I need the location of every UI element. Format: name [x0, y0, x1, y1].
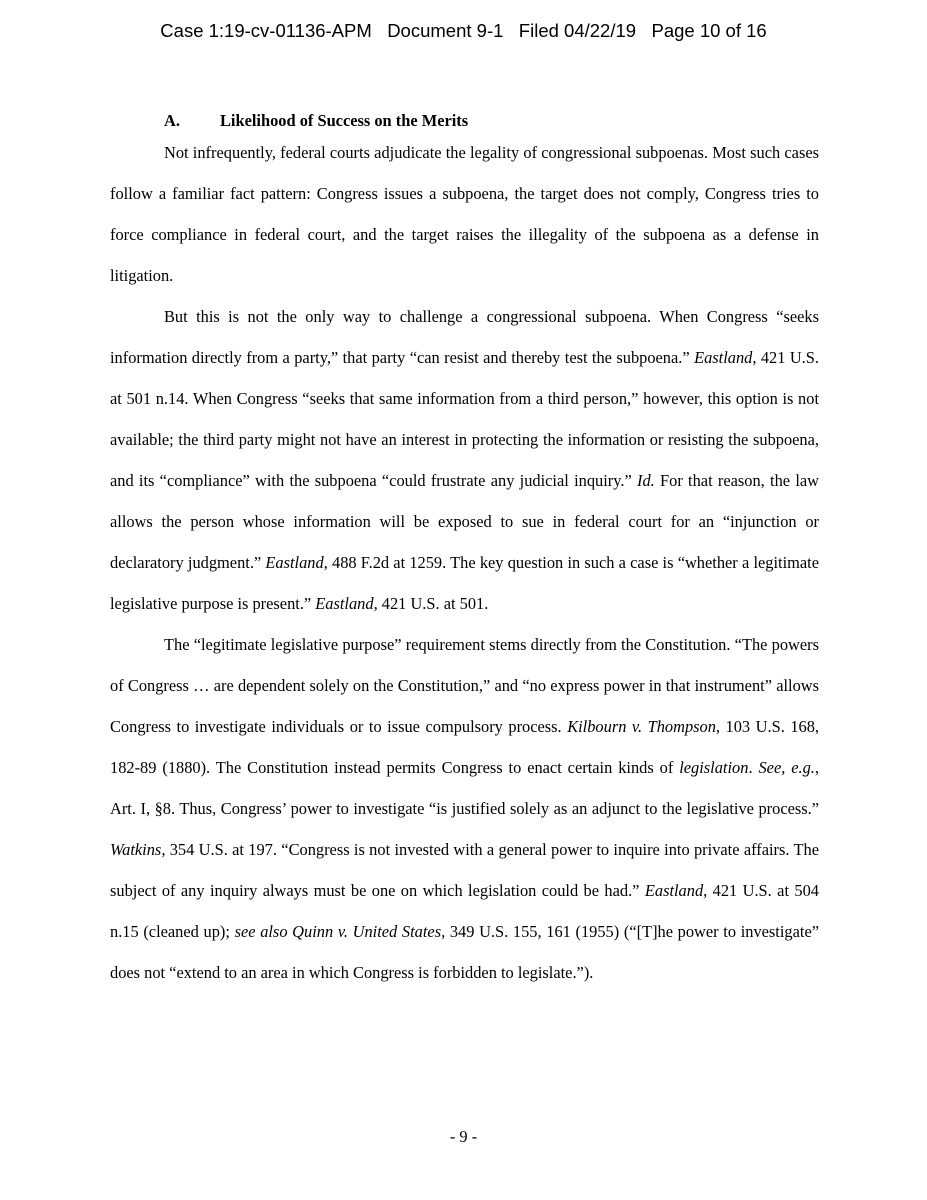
paragraph-3-text: , 349 U.S. 155, 161 (1955) (“[T]he power to investigate” does not “extend to an area in which Congress is forbidden to legislate.”).: [110, 922, 819, 982]
section-number: A.: [164, 111, 180, 130]
citation: see also Quinn v. United States: [234, 922, 442, 941]
paragraph-3-text: , 103 U.S. 168, 182-89 (1880). The Constitution instead permits Congress to enact certain kinds of: [110, 717, 820, 777]
page-number: - 9 -: [449, 1127, 478, 1146]
case-header: Case 1:19-cv-01136-APM Document 9-1 Filed 04/22/19 Page 10 of 16: [160, 20, 767, 41]
section-heading: [164, 108, 819, 134]
citation: Id.: [637, 471, 655, 490]
citation: Kilbourn v. Thompson: [567, 717, 716, 736]
paragraph-2-text: , 421 U.S. at 501 n.14. When Congress “seeks that same information from a third person,” however, this option is not available; the third party might not have an interest in protecting the information or resisting the subpoena, and its “compliance” with the subpoena “could frustrate any judicial inquiry.”: [110, 348, 819, 490]
paragraph-2-text: But this is not the only way to challenge a congressional subpoena. When Congress “seeks information directly from a party,” that party “can resist and thereby test the subpoena.”: [110, 307, 819, 367]
paragraph-3-text: .: [748, 758, 759, 777]
citation: Eastland: [265, 553, 324, 572]
citation: Eastland: [315, 594, 374, 613]
paragraph-3: [110, 624, 819, 993]
paragraph-2: [110, 296, 819, 624]
citation: Eastland: [644, 881, 704, 900]
citation: Eastland: [694, 348, 753, 367]
paragraph-2-text: , 421 U.S. at 501.: [373, 594, 489, 613]
paragraph-1-text: Not infrequently, federal courts adjudicate the legality of congressional subpoenas. Most such cases follow a familiar fact pattern: Congress issues a subpoena, the target does not comply, Congress tries to force compliance in federal court, and the target raises the illegality of the subpoena as a defense in litigation.: [110, 143, 819, 285]
document-body: [110, 108, 819, 993]
citation: Watkins: [110, 840, 162, 859]
paragraph-3-text: , 354 U.S. at 197. “Congress is not invested with a general power to inquire into private affairs. The subject of any inquiry always must be one on which legislation could be had.”: [110, 840, 819, 900]
paragraph-3-text: The “legitimate legislative purpose” requirement stems directly from the Constitution. “The powers of Congress … are dependent solely on the Constitution,” and “no express power in that instrument” allows Congress to investigate individuals or to issue compulsory process.: [110, 635, 819, 736]
emphasis: legislation: [679, 758, 749, 777]
citation-signal: See, e.g.: [758, 758, 815, 777]
paragraph-3-text: , 421 U.S. at 504 n.15 (cleaned up);: [110, 881, 819, 941]
paragraph-2-text: , 488 F.2d at 1259. The key question in such a case is “whether a legitimate legislative purpose is present.”: [110, 553, 819, 613]
paragraph-3-text: , Art. I, §8. Thus, Congress’ power to investigate “is justified solely as an adjunct to the legislative process.”: [110, 758, 820, 818]
section-title: Likelihood of Success on the Merits: [220, 111, 469, 130]
paragraph-2-text: For that reason, the law allows the person whose information will be exposed to sue in federal court for an “injunction or declaratory judgment.”: [110, 471, 819, 572]
paragraph-1: [110, 132, 819, 296]
